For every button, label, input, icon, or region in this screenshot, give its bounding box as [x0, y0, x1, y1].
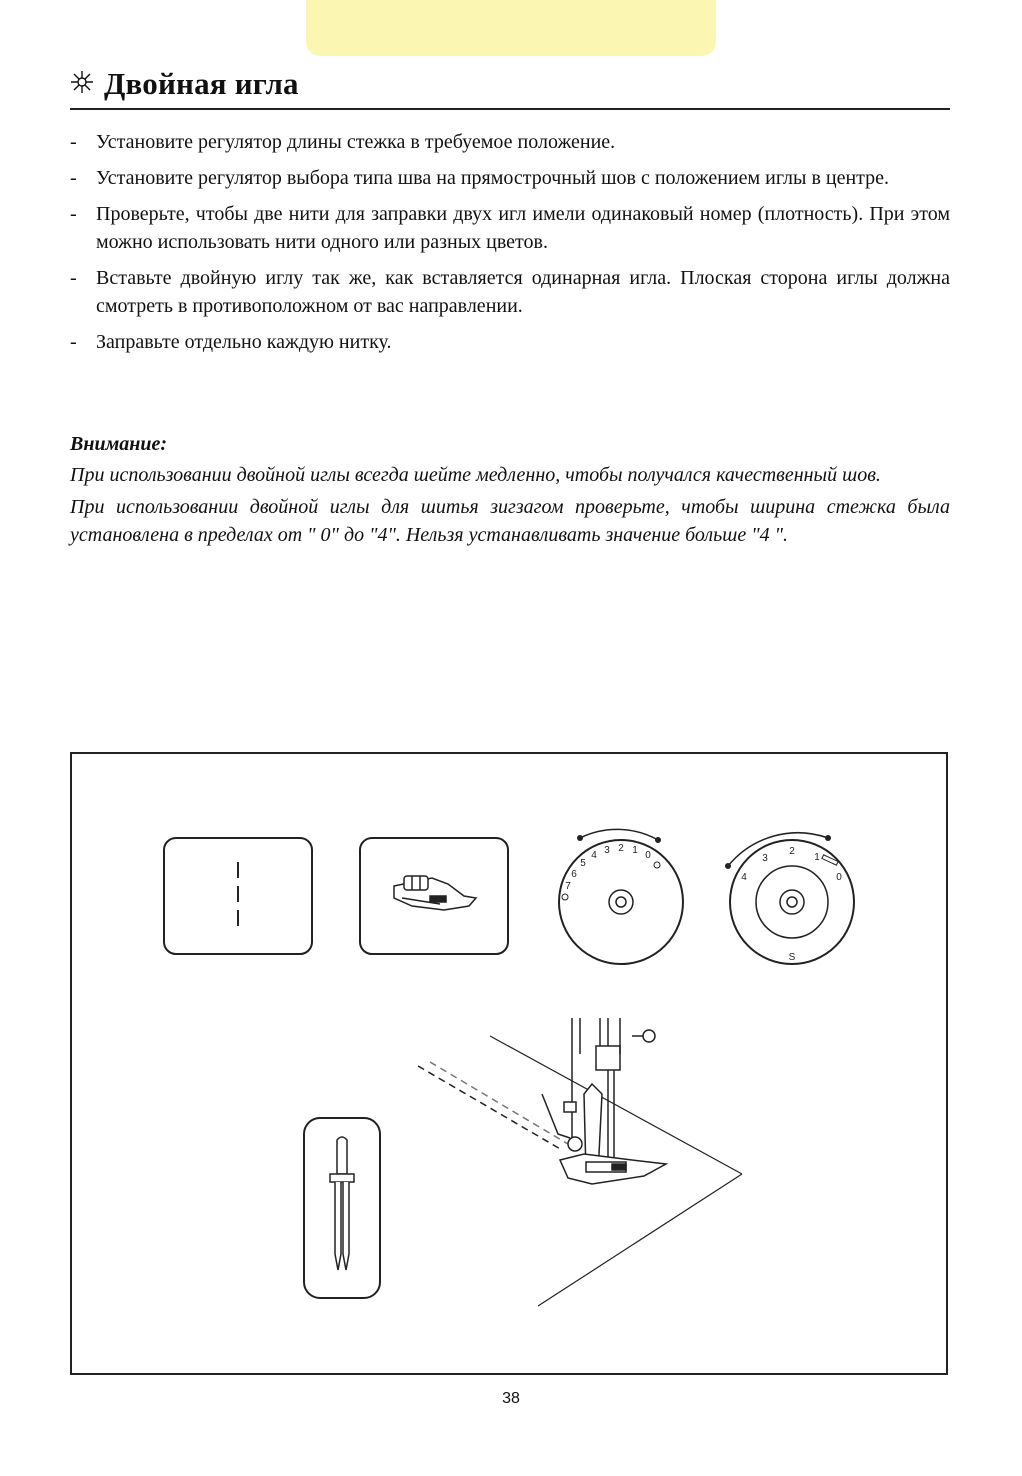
title-text: Двойная игла — [104, 66, 299, 101]
dial-label: 1 — [814, 852, 820, 863]
dial-label: 3 — [604, 845, 610, 856]
stitch-width-dial — [725, 833, 854, 964]
illustration-frame — [70, 752, 948, 1375]
dial-label: 5 — [580, 858, 586, 869]
page-number: 38 — [502, 1390, 520, 1407]
illustration — [72, 754, 950, 1377]
list-item — [70, 328, 950, 356]
note-heading: Внимание: — [70, 433, 168, 455]
dial-label: 6 — [571, 869, 577, 880]
dial-label: 4 — [741, 872, 747, 883]
list-item — [70, 164, 950, 192]
list-item-text: Установите регулятор выбора типа шва на прямострочный шов с положением иглы в центре. — [96, 167, 890, 189]
list-marker: - — [70, 203, 77, 225]
note-paragraph: При использовании двойной иглы для шитья зигзагом проверьте, чтобы ширина стежка была установлена в пределах от " 0" до "4". Нельзя устанавливать значение больше "4 ". — [70, 496, 950, 546]
list-item — [70, 200, 950, 256]
title-divider — [70, 108, 950, 110]
stitch-pattern-panel — [164, 838, 312, 954]
list-item — [70, 128, 950, 156]
dial-label: 0 — [836, 872, 842, 883]
dial-label: 3 — [762, 853, 768, 864]
note-paragraph: При использовании двойной иглы всегда шейте медленно, чтобы получался качественный шов. — [70, 464, 881, 486]
list-item-text: Заправьте отдельно каждую нитку. — [96, 331, 392, 353]
sparkle-star-icon — [70, 66, 94, 102]
list-marker: - — [70, 331, 77, 353]
list-marker: - — [70, 267, 77, 289]
section-title — [70, 66, 299, 102]
list-item-text: Установите регулятор длины стежка в требуемое положение. — [96, 131, 616, 153]
dial-label: 2 — [618, 843, 624, 854]
dial-label: 2 — [789, 846, 795, 857]
header-tab — [306, 0, 716, 56]
dial-label: 0 — [645, 850, 651, 861]
sewing-foot-illustration — [418, 1018, 742, 1306]
list-item-text: Проверьте, чтобы две нити для заправки двух игл имели одинаковый номер (плотность). При этом можно использовать нити одного или разных цветов. — [96, 203, 950, 253]
dial-label: 4 — [591, 850, 597, 861]
list-item — [70, 264, 950, 320]
presser-foot-panel — [360, 838, 508, 954]
dial-label: 1 — [632, 845, 638, 856]
list-marker: - — [70, 131, 77, 153]
instruction-list — [70, 128, 950, 364]
twin-needle-card — [304, 1118, 380, 1298]
stitch-length-dial — [559, 829, 683, 964]
dial-label: S — [788, 952, 796, 963]
list-item-text: Вставьте двойную иглу так же, как вставляется одинарная игла. Плоская сторона иглы должна смотреть в противоположном от вас направлении. — [96, 267, 950, 317]
list-marker: - — [70, 167, 77, 189]
attention-note — [70, 430, 950, 553]
dial-label: 7 — [565, 881, 571, 892]
